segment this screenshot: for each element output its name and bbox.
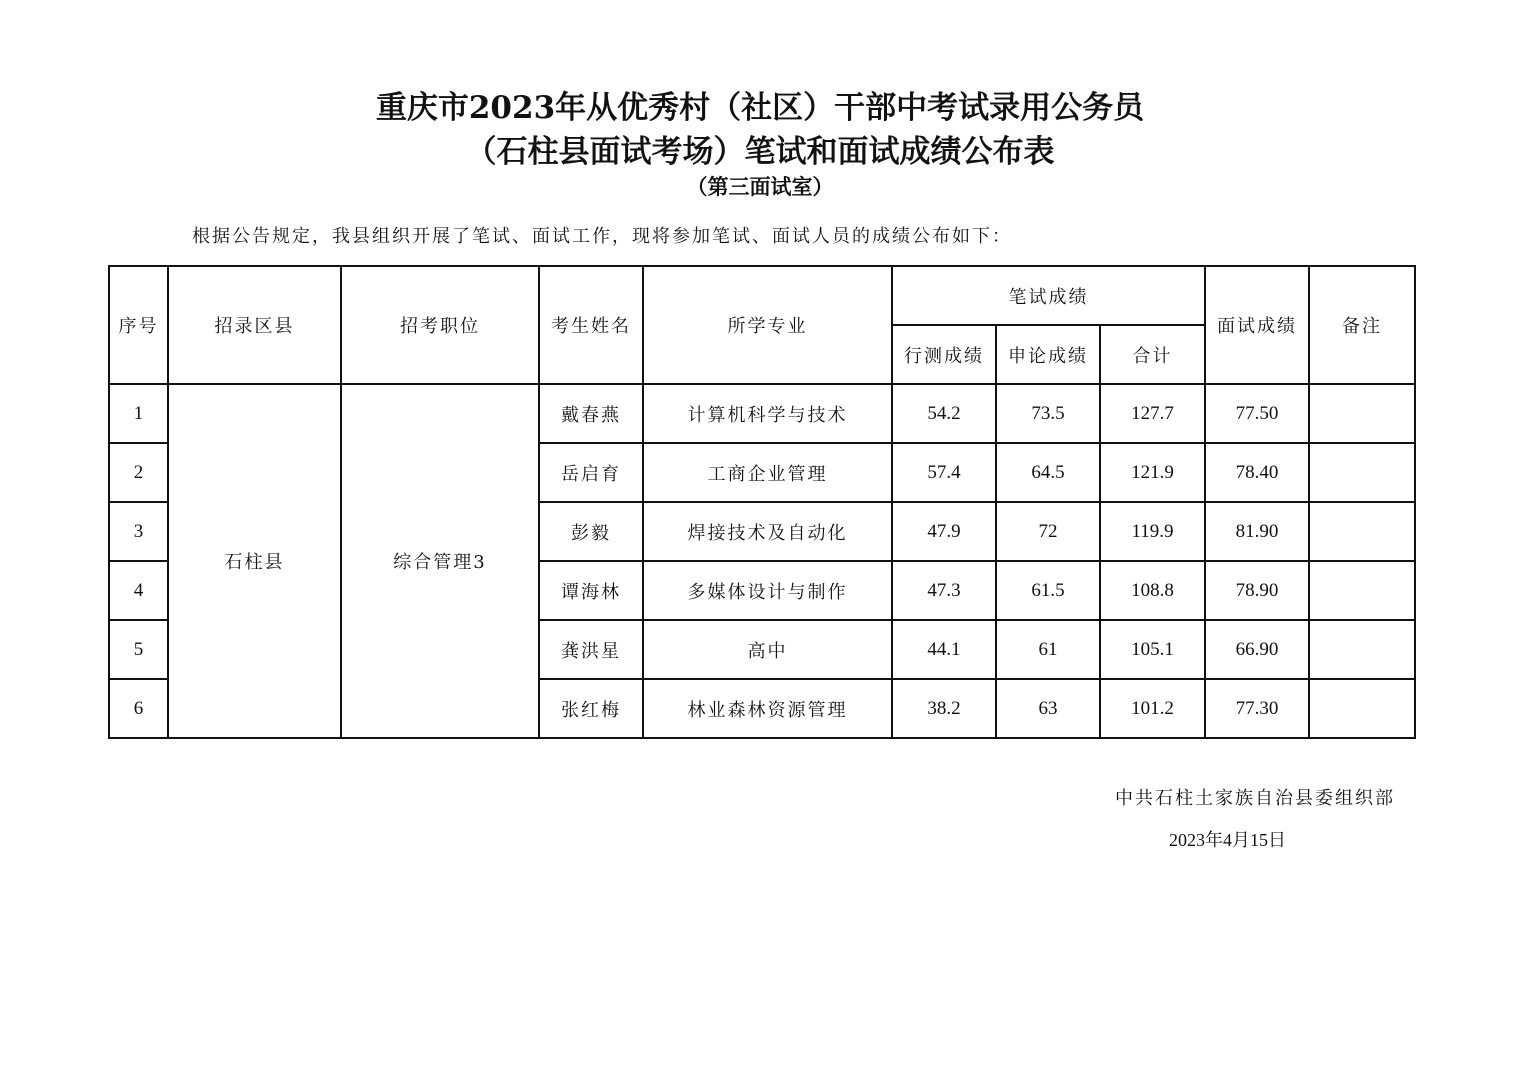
header-position: 招考职位 <box>341 266 539 384</box>
cell-name: 彭毅 <box>539 502 643 561</box>
cell-major: 工商企业管理 <box>643 443 892 502</box>
cell-index: 2 <box>109 443 168 502</box>
cell-shenlun: 64.5 <box>996 443 1100 502</box>
cell-total: 121.9 <box>1100 443 1205 502</box>
cell-remarks <box>1309 443 1415 502</box>
cell-name: 岳启育 <box>539 443 643 502</box>
cell-remarks <box>1309 561 1415 620</box>
header-interview-score: 面试成绩 <box>1205 266 1309 384</box>
document-title-line2: （石柱县面试考场）笔试和面试成绩公布表 <box>465 134 1055 170</box>
cell-shenlun: 61 <box>996 620 1100 679</box>
cell-remarks <box>1309 384 1415 443</box>
cell-total: 101.2 <box>1100 679 1205 738</box>
header-written-score: 笔试成绩 <box>892 266 1205 325</box>
cell-xingce: 44.1 <box>892 620 996 679</box>
cell-shenlun: 73.5 <box>996 384 1100 443</box>
header-total: 合计 <box>1100 325 1205 384</box>
cell-name: 张红梅 <box>539 679 643 738</box>
header-xingce: 行测成绩 <box>892 325 996 384</box>
document-subtitle-room: （第三面试室） <box>686 174 834 199</box>
cell-interview: 66.90 <box>1205 620 1309 679</box>
header-name: 考生姓名 <box>539 266 643 384</box>
header-index: 序号 <box>109 266 168 384</box>
cell-total: 119.9 <box>1100 502 1205 561</box>
cell-remarks <box>1309 679 1415 738</box>
cell-interview: 78.40 <box>1205 443 1309 502</box>
cell-remarks <box>1309 620 1415 679</box>
scores-table <box>108 265 1416 739</box>
header-shenlun: 申论成绩 <box>996 325 1100 384</box>
intro-paragraph: 根据公告规定，我县组织开展了笔试、面试工作，现将参加笔试、面试人员的成绩公布如下： <box>192 226 1012 247</box>
cell-position: 综合管理3 <box>341 384 539 738</box>
cell-county: 石柱县 <box>168 384 341 738</box>
header-remarks: 备注 <box>1309 266 1415 384</box>
cell-index: 6 <box>109 679 168 738</box>
issuing-organization: 中共石柱土家族自治县委组织部 <box>1115 788 1395 809</box>
cell-major: 高中 <box>643 620 892 679</box>
cell-major: 计算机科学与技术 <box>643 384 892 443</box>
cell-shenlun: 63 <box>996 679 1100 738</box>
cell-major: 多媒体设计与制作 <box>643 561 892 620</box>
header-county: 招录区县 <box>168 266 341 384</box>
cell-xingce: 57.4 <box>892 443 996 502</box>
cell-xingce: 47.9 <box>892 502 996 561</box>
cell-shenlun: 61.5 <box>996 561 1100 620</box>
cell-interview: 78.90 <box>1205 561 1309 620</box>
table-row <box>109 384 1415 443</box>
cell-index: 1 <box>109 384 168 443</box>
cell-shenlun: 72 <box>996 502 1100 561</box>
cell-index: 4 <box>109 561 168 620</box>
cell-total: 108.8 <box>1100 561 1205 620</box>
header-major: 所学专业 <box>643 266 892 384</box>
cell-total: 127.7 <box>1100 384 1205 443</box>
issue-date: 2023年4月15日 <box>1169 830 1286 850</box>
cell-name: 谭海林 <box>539 561 643 620</box>
document-title-line1: 重庆市2023年从优秀村（社区）干部中考试录用公务员 <box>375 90 1145 126</box>
cell-index: 3 <box>109 502 168 561</box>
cell-major: 林业森林资源管理 <box>643 679 892 738</box>
cell-xingce: 47.3 <box>892 561 996 620</box>
cell-interview: 81.90 <box>1205 502 1309 561</box>
cell-remarks <box>1309 502 1415 561</box>
cell-name: 龚洪星 <box>539 620 643 679</box>
cell-interview: 77.30 <box>1205 679 1309 738</box>
cell-total: 105.1 <box>1100 620 1205 679</box>
cell-interview: 77.50 <box>1205 384 1309 443</box>
cell-xingce: 38.2 <box>892 679 996 738</box>
cell-name: 戴春燕 <box>539 384 643 443</box>
cell-xingce: 54.2 <box>892 384 996 443</box>
cell-index: 5 <box>109 620 168 679</box>
cell-major: 焊接技术及自动化 <box>643 502 892 561</box>
